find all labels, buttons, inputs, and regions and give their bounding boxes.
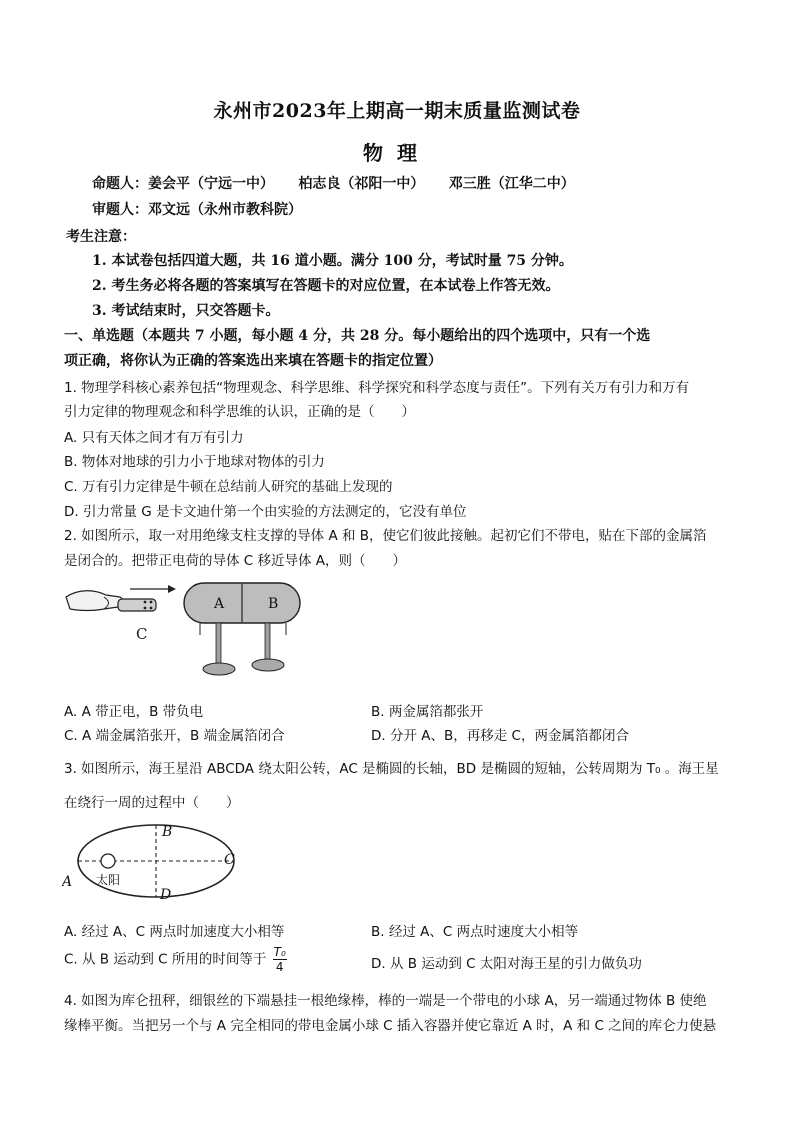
- label-a: A: [214, 596, 225, 612]
- q2-option-c: C. A 端金属箔张开，B 端金属箔闭合: [64, 728, 285, 744]
- label-c: C: [136, 625, 148, 643]
- subject-title: 物理: [363, 141, 431, 165]
- reviewer-line: 审题人：邓文远（永州市教科院）: [92, 202, 302, 218]
- q3-option-d: D. 从 B 运动到 C 太阳对海王星的引力做负功: [371, 956, 642, 972]
- orbit-label-a: A: [62, 874, 73, 890]
- q3-option-c-text: C. 从 B 运动到 C 所用的时间等于: [64, 951, 267, 968]
- orbit-label-d: D: [160, 887, 172, 903]
- q2-option-d: D. 分开 A、B，再移走 C，两金属箔都闭合: [371, 728, 629, 744]
- orbit-label-c: C: [224, 852, 235, 868]
- fraction-t0-over-4: [273, 945, 287, 974]
- q1-option-d: D. 引力常量 G 是卡文迪什第一个由实验的方法测定的，它没有单位: [64, 504, 467, 520]
- q3-stem-cont: 在绕行一周的过程中（ ）: [64, 795, 240, 811]
- authors-line: 命题人：姜会平（宁远一中） 柏志良（祁阳一中） 邓三胜（江华二中）: [92, 176, 575, 192]
- section-heading: 一、单选题（本题共 7 小题，每小题 4 分，共 28 分。每小题给出的四个选项中，只有一个选: [64, 328, 651, 344]
- fraction-numerator: T₀: [273, 945, 286, 959]
- exam-title: 永州市2023年上期高一期末质量监测试卷: [213, 100, 581, 122]
- q2-stem: 2. 如图所示，取一对用绝缘支柱支撑的导体 A 和 B，使它们彼此接触。起初它们不带电，贴在下部的金属箔: [64, 528, 707, 544]
- q1-option-b: B. 物体对地球的引力小于地球对物体的引力: [64, 454, 325, 470]
- notice-heading: 考生注意：: [66, 229, 136, 245]
- q1-option-c: C. 万有引力定律是牛顿在总结前人研究的基础上发现的: [64, 479, 393, 495]
- notice-item: 3. 考试结束时，只交答题卡。: [92, 303, 280, 319]
- q2-stem-cont: 是闭合的。把带正电荷的导体 C 移近导体 A，则（ ）: [64, 553, 407, 569]
- q2-conductor-figure: [64, 575, 304, 687]
- q1-option-a: A. 只有天体之间才有万有引力: [64, 430, 244, 446]
- q3-stem: 3. 如图所示，海王星沿 ABCDA 绕太阳公转，AC 是椭圆的长轴，BD 是椭圆的短轴，公转周期为 T₀ 。海王星: [64, 761, 719, 777]
- orbit-label-sun: 太阳: [96, 873, 121, 887]
- orbit-label-b: B: [162, 824, 173, 840]
- sun-icon: [101, 854, 115, 868]
- section-heading-cont: 项正确，将你认为正确的答案选出来填在答题卡的指定位置）: [64, 353, 442, 369]
- q3-option-b: B. 经过 A、C 两点时速度大小相等: [371, 924, 579, 940]
- q2-option-b: B. 两金属箔都张开: [371, 704, 484, 720]
- q3-orbit-figure: [62, 818, 242, 910]
- q3-option-a: A. 经过 A、C 两点时加速度大小相等: [64, 924, 285, 940]
- q4-stem: 4. 如图为库仑扭秤，细银丝的下端悬挂一根绝缘棒，棒的一端是一个带电的小球 A，另一端通过物体 B 使绝: [64, 993, 707, 1009]
- q1-stem-cont: 引力定律的物理观念和科学思维的认识，正确的是（ ）: [64, 404, 415, 420]
- notice-item: 2. 考生务必将各题的答案填写在答题卡的对应位置，在本试卷上作答无效。: [92, 278, 560, 294]
- q1-stem: 1. 物理学科核心素养包括“物理观念、科学思维、科学探究和科学态度与责任”。下列有关万有引力和万有: [64, 380, 690, 396]
- fraction-denominator: 4: [275, 960, 284, 974]
- label-b: B: [268, 596, 279, 612]
- notice-item: 1. 本试卷包括四道大题，共 16 道小题。满分 100 分，考试时量 75 分钟。: [92, 253, 573, 269]
- q4-stem-cont: 缘棒平衡。当把另一个与 A 完全相同的带电金属小球 C 插入容器并使它靠近 A 时，A 和 C 之间的库仑力使悬: [64, 1018, 717, 1034]
- q2-option-a: A. A 带正电，B 带负电: [64, 704, 204, 720]
- q3-option-c: [64, 945, 289, 974]
